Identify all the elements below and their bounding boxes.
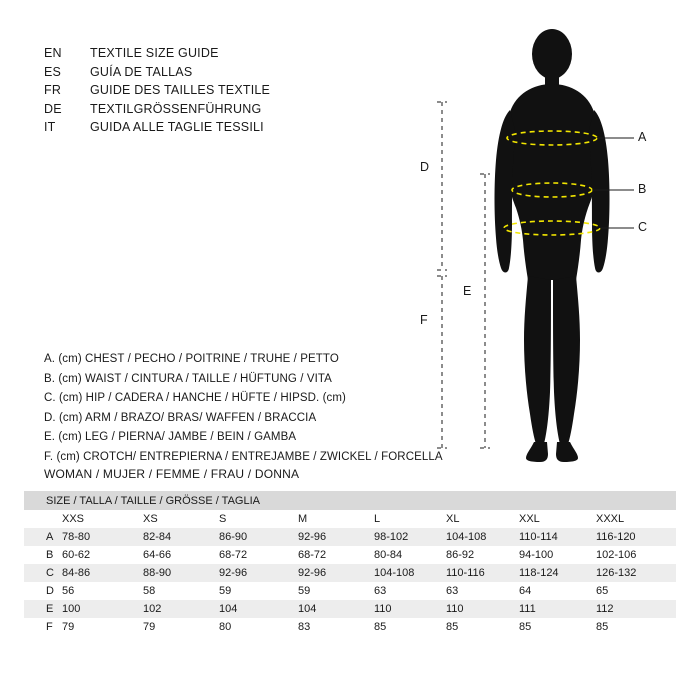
cell: 111 xyxy=(519,600,596,618)
woman-silhouette-shape xyxy=(495,29,610,462)
cell: 68-72 xyxy=(219,546,298,564)
cell: 78-80 xyxy=(62,528,143,546)
table-row xyxy=(24,600,676,618)
cell: 126-132 xyxy=(596,564,676,582)
measurement-diagram xyxy=(400,18,690,478)
cell: 68-72 xyxy=(298,546,374,564)
cell: 79 xyxy=(143,618,219,636)
title-text: TEXTILGRÖSSENFÜHRUNG xyxy=(90,101,262,116)
cell: 86-90 xyxy=(219,528,298,546)
title-text: GUIDA ALLE TAGLIE TESSILI xyxy=(90,120,264,134)
cell: 94-100 xyxy=(519,546,596,564)
row-label: E xyxy=(24,600,62,618)
cell: 85 xyxy=(596,618,676,636)
cell: 64-66 xyxy=(143,546,219,564)
cell: 92-96 xyxy=(298,528,374,546)
cell: 56 xyxy=(62,582,143,600)
column-header-s: S xyxy=(219,510,298,528)
cell: 80-84 xyxy=(374,546,446,564)
cell: 102 xyxy=(143,600,219,618)
table-row xyxy=(24,528,676,546)
cell: 86-92 xyxy=(446,546,519,564)
dimension-lines xyxy=(437,102,490,448)
cell: 60-62 xyxy=(62,546,143,564)
cell: 110 xyxy=(374,600,446,618)
cell: 63 xyxy=(374,582,446,600)
row-label: A xyxy=(24,528,62,546)
cell: 85 xyxy=(374,618,446,636)
title-text: GUIDE DES TAILLES TEXTILE xyxy=(90,83,271,97)
row-label: F xyxy=(24,618,62,636)
title-language-code: IT xyxy=(44,120,56,134)
title-block xyxy=(44,44,270,137)
cell: 85 xyxy=(446,618,519,636)
cell: 65 xyxy=(596,582,676,600)
cell: 80 xyxy=(219,618,298,636)
cell: 110 xyxy=(446,600,519,618)
table-row xyxy=(24,564,676,582)
title-row xyxy=(44,100,270,119)
title-language-code: FR xyxy=(44,83,62,97)
cell: 110-116 xyxy=(446,564,519,582)
title-text: GUÍA DE TALLAS xyxy=(90,64,193,79)
cell: 110-114 xyxy=(519,528,596,546)
column-header-xxl: XXL xyxy=(519,510,596,528)
cell: 79 xyxy=(62,618,143,636)
diagram-label-e: E xyxy=(463,284,472,298)
row-label: D xyxy=(24,582,62,600)
cell: 104-108 xyxy=(374,564,446,582)
table-row-size-header xyxy=(24,491,676,510)
diagram-label-f: F xyxy=(420,313,428,327)
cell: 92-96 xyxy=(298,564,374,582)
cell: 116-120 xyxy=(596,528,676,546)
legend-item-d: D. (cm) ARM / BRAZO/ BRAS/ WAFFEN / BRACCIA xyxy=(44,411,317,424)
row-label: C xyxy=(24,564,62,582)
cell: 64 xyxy=(519,582,596,600)
cell: 98-102 xyxy=(374,528,446,546)
category-label: WOMAN / MUJER / FEMME / FRAU / DONNA xyxy=(44,467,300,481)
cell: 104 xyxy=(219,600,298,618)
cell: 63 xyxy=(446,582,519,600)
cell: 102-106 xyxy=(596,546,676,564)
cell: 88-90 xyxy=(143,564,219,582)
legend-item-f: F. (cm) CROTCH/ ENTREPIERNA / ENTREJAMBE / ZWICKEL / FORCELLA xyxy=(44,450,443,463)
cell: 104-108 xyxy=(446,528,519,546)
diagram-label-b: B xyxy=(638,182,647,196)
title-language-code: DE xyxy=(44,101,62,116)
cell: 58 xyxy=(143,582,219,600)
table-row xyxy=(24,546,676,564)
table-row xyxy=(24,582,676,600)
title-row xyxy=(44,118,270,137)
column-header-xxs: XXS xyxy=(62,510,143,528)
woman-silhouette-svg xyxy=(400,18,690,478)
cell: 112 xyxy=(596,600,676,618)
cell: 85 xyxy=(519,618,596,636)
legend-item-b: B. (cm) WAIST / CINTURA / TAILLE / HÜFTUNG / VITA xyxy=(44,372,332,385)
cell: 100 xyxy=(62,600,143,618)
column-header-blank xyxy=(24,510,62,528)
column-header-m: M xyxy=(298,510,374,528)
legend-item-c: C. (cm) HIP / CADERA / HANCHE / HÜFTE / HIPSD. (cm) xyxy=(44,392,346,404)
diagram-label-d: D xyxy=(420,160,430,174)
cell: 104 xyxy=(298,600,374,618)
diagram-label-a: A xyxy=(638,130,647,144)
title-text: TEXTILE SIZE GUIDE xyxy=(90,46,219,60)
table-row-column-headers xyxy=(24,510,676,528)
size-header-cell: SIZE / TALLA / TAILLE / GRÖSSE / TAGLIA xyxy=(24,491,676,510)
title-row xyxy=(44,63,270,82)
cell: 59 xyxy=(298,582,374,600)
cell: 92-96 xyxy=(219,564,298,582)
legend-item-e: E. (cm) LEG / PIERNA/ JAMBE / BEIN / GAMBA xyxy=(44,431,297,443)
title-language-code: ES xyxy=(44,64,62,79)
column-header-xs: XS xyxy=(143,510,219,528)
column-header-xl: XL xyxy=(446,510,519,528)
cell: 82-84 xyxy=(143,528,219,546)
diagram-label-c: C xyxy=(638,220,648,234)
cell: 84-86 xyxy=(62,564,143,582)
row-label: B xyxy=(24,546,62,564)
size-table xyxy=(24,491,676,636)
legend-block xyxy=(44,350,443,467)
legend-item-a: A. (cm) CHEST / PECHO / POITRINE / TRUHE / PETTO xyxy=(44,353,339,365)
title-row xyxy=(44,81,270,100)
column-header-l: L xyxy=(374,510,446,528)
cell: 59 xyxy=(219,582,298,600)
table-row xyxy=(24,618,676,636)
cell: 118-124 xyxy=(519,564,596,582)
title-row xyxy=(44,44,270,63)
title-language-code: EN xyxy=(44,46,62,60)
cell: 83 xyxy=(298,618,374,636)
column-header-xxxl: XXXL xyxy=(596,510,676,528)
